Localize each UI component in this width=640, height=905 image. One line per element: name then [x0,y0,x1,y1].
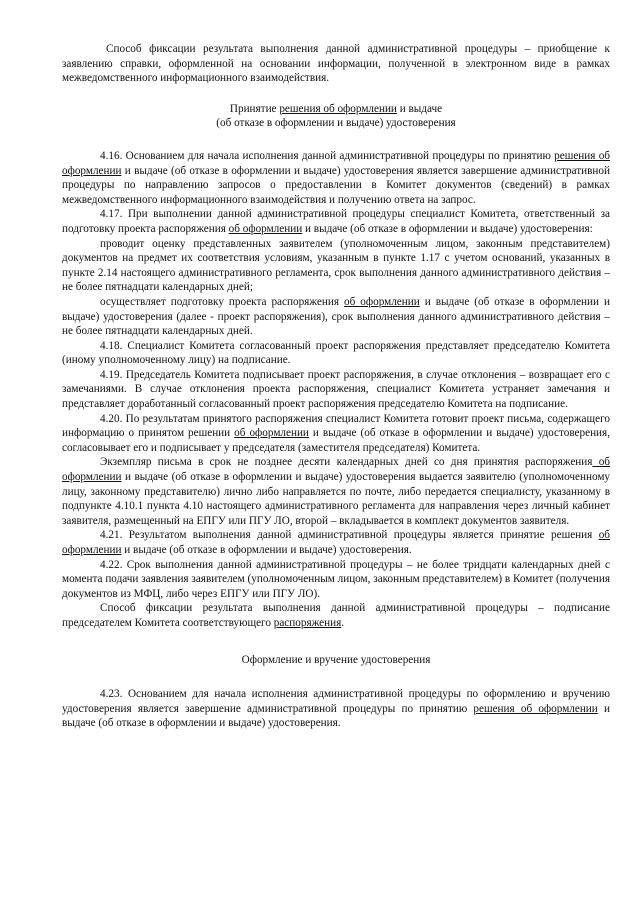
paragraph-4-16: 4.16. Основанием для начала исполнения данной административной процедуры по принятию решения об оформлении и выдаче (об отказе в оформлении и выдаче) удостоверения является завершение административной процедуры по направлению запросов о предоставлении в Комитет документов (сведений) в рамках межведомственного информационного взаимодействия и получению ответа на запрос. [62,149,610,206]
paragraph-4-23: 4.23. Основанием для начала исполнения административной процедуры по оформлению и вручению удостоверения является завершение административной процедуры по принятию решения об оформлении и выдаче (об отказе в оформлении и выдаче) удостоверения. [62,688,610,730]
paragraph-4-22: 4.22. Срок выполнения данной административной процедуры – не более тридцати календарных дней с момента подачи заявления заявителем (уполномоченным лицом, законным представителем) в Комитет (получения документов из МФЦ, либо через ЕПГУ или ПГУ ЛО). [62,558,610,600]
paragraph-evaluation: проводит оценку представленных заявителем (уполномоченным лицом, законным представителем) документов на предмет их соответствия условиям, указанным в пункте 1.17 с учетом оснований, указанных в пункте 2.14 настоящего административного регламента, срок выполнения данного административного действия – не более пятнадцати календарных дней; [62,237,610,294]
paragraph-4-18: 4.18. Специалист Комитета согласованный проект распоряжения представляет председателю Комитета (иному уполномоченному лицу) на подписание. [62,339,610,367]
section-heading-issuance: Оформление и вручение удостоверения [241,653,431,666]
paragraph-4-17: 4.17. При выполнении данной административной процедуры специалист Комитета, ответственный за подготовку проекта распоряжения об оформлении и выдаче (об отказе в оформлении и выдаче) удостоверения: [62,208,610,235]
paragraph-4-20: 4.20. По результатам принятого распоряжения специалист Комитета готовит проект письма, содержащего информацию о принятом решении об оформлении и выдаче (об отказе в оформлении и выдаче) удостоверения, согласовывает его и подписывает у председателя (заместителя председателя) Комитета. [62,412,610,454]
paragraph-letter-copy: Экземпляр письма в срок не позднее десяти календарных дней со дня принятия распоряжения об оформлении и выдаче (об отказе в оформлении и выдаче) удостоверения выдается заявителю (уполномоченному лицу, законному представителю) лично либо направляется по почте, либо передается специалисту, указанному в подпункте 4.10.1 пункта 4.10 настоящего административного регламента для направления через личный кабинет заявителя, размещенный на ЕПГУ или ПГУ ЛО, второй – вкладывается в комплект документов заявителя. [62,456,611,527]
paragraph-4-19: 4.19. Председатель Комитета подписывает проект распоряжения, в случае отклонения – возвращает его с замечаниями. В случае отклонения проекта распоряжения, специалист Комитета устраняет замечания и представляет доработанный согласованный проект распоряжения председателю Комитета на подписание. [62,368,610,411]
paragraph-fixation-method: Способ фиксации результата выполнения данной административной процедуры – приобщение к заявлению справки, оформленной на основании информации, полученной в электронном виде в рамках межведомственного информационного взаимодействия. [62,43,610,85]
document-body [62,42,610,731]
paragraph-preparation: осуществляет подготовку проекта распоряжения об оформлении и выдаче (об отказе в оформлении и выдаче) удостоверения (далее - проект распоряжения), срок выполнения данного административного действия – не более пятнадцати календарных дней. [62,295,610,338]
paragraph-fixation-signing: Способ фиксации результата выполнения данной административной процедуры – подписание председателем Комитета соответствующего распоряжения. [62,602,610,629]
section-heading-decision: Принятие решения об оформлении и выдаче (об отказе в оформлении и выдаче) удостоверения [216,102,456,130]
paragraph-4-21: 4.21. Результатом выполнения данной административной процедуры является принятие решения об оформлении и выдаче (об отказе в оформлении и выдаче) удостоверения. [62,529,610,556]
